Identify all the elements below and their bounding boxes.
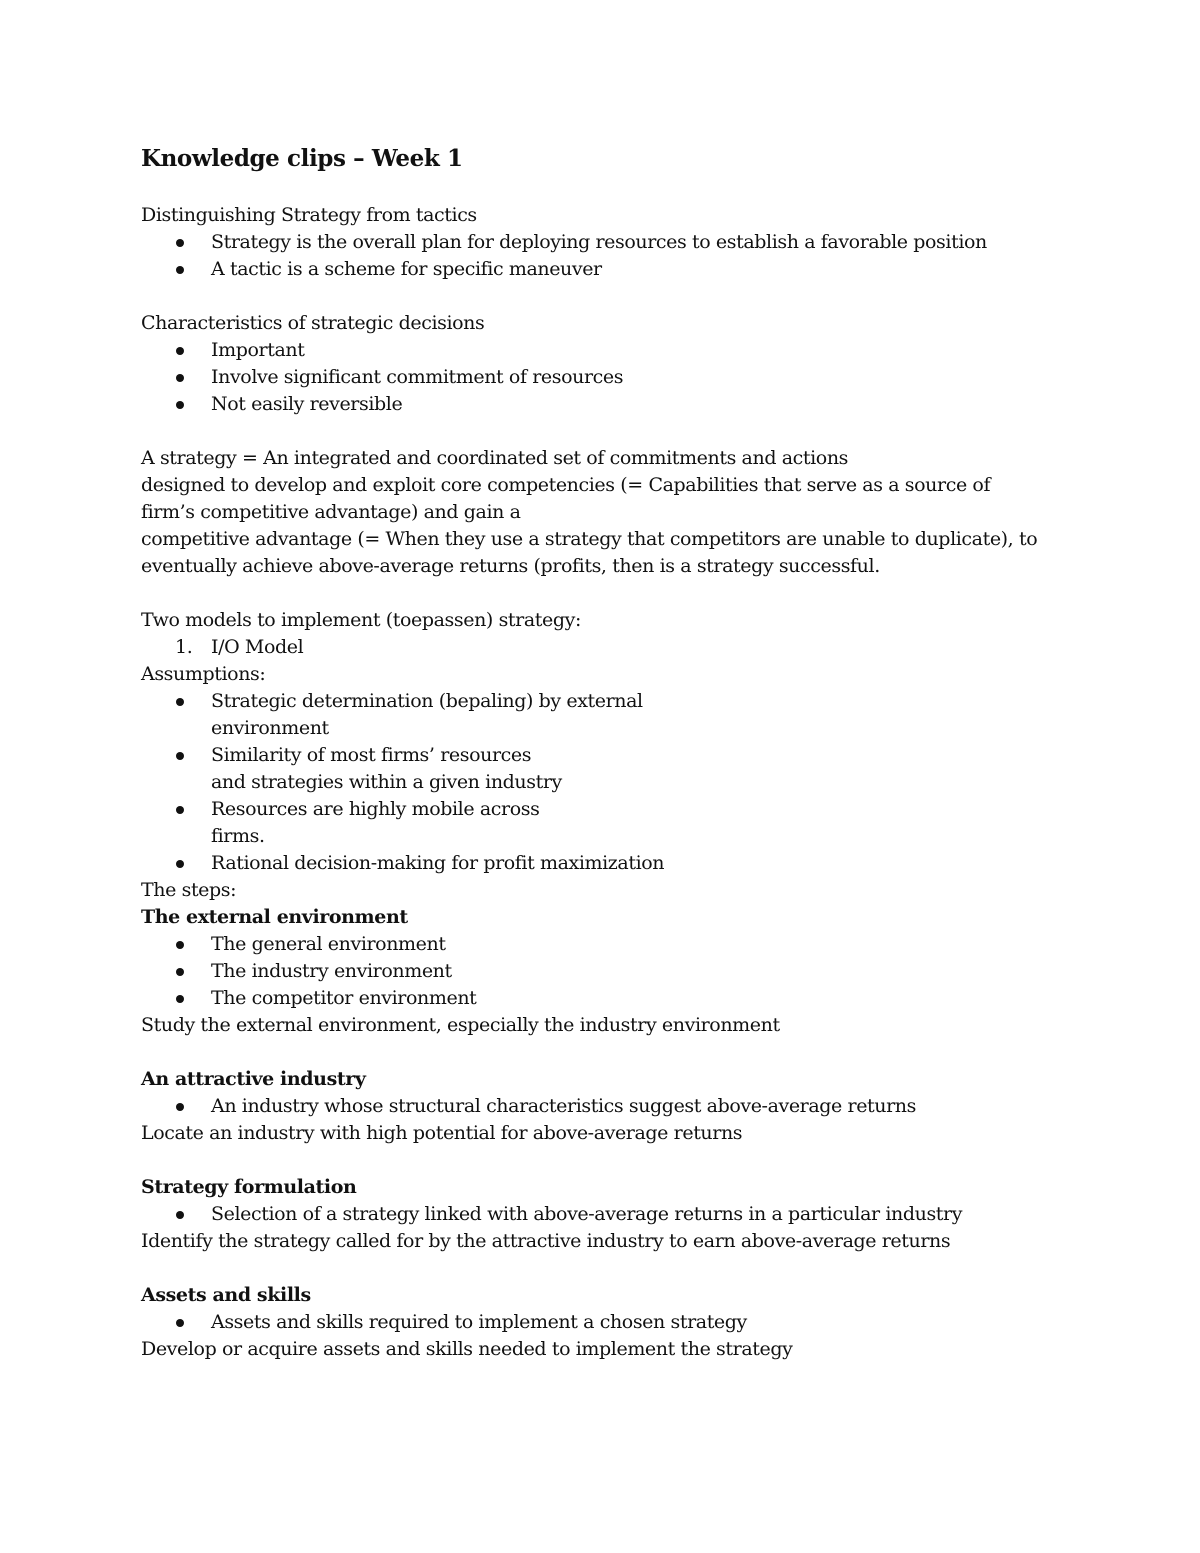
list-item-line: Strategic determination (bepaling) by external [211,690,643,712]
strategy-formulation-summary: Identify the strategy called for by the attractive industry to earn above-average returns [141,1230,951,1252]
section-heading-models: Two models to implement (toepassen) strategy: [141,609,581,631]
section-heading-characteristics: Characteristics of strategic decisions [141,312,485,334]
definition-line: designed to develop and exploit core competencies (= Capabilities that serve as a source of [141,474,991,496]
assets-skills-summary: Develop or acquire assets and skills needed to implement the strategy [141,1338,793,1360]
section-heading-strategy-tactics: Distinguishing Strategy from tactics [141,204,477,226]
list-item: Assets and skills required to implement a chosen strategy [141,1309,1101,1336]
list-item-line: Rational decision-making for profit maximization [211,852,665,874]
list-item: A tactic is a scheme for specific maneuver [141,256,1101,283]
external-environment-list [141,931,1101,1012]
list-item [141,688,1101,742]
characteristics-list [141,337,1101,418]
list-item-line: and strategies within a given industry [211,771,562,793]
spacer [141,1255,1101,1282]
definition-line: A strategy = An integrated and coordinated set of commitments and actions [141,447,849,469]
steps-label: The steps: [141,879,237,901]
list-item: An industry whose structural characteristics suggest above-average returns [141,1093,1101,1120]
list-item [141,634,1101,661]
list-item: The competitor environment [141,985,1101,1012]
list-item: Not easily reversible [141,391,1101,418]
spacer [141,1039,1101,1066]
definition-line: firm’s competitive advantage) and gain a [141,501,521,523]
section-heading-attractive-industry: An attractive industry [141,1068,366,1090]
section-heading-external-environment: The external environment [141,906,408,928]
list-item: Important [141,337,1101,364]
attractive-industry-list [141,1093,1101,1120]
list-item-line: environment [211,717,329,739]
attractive-industry-summary: Locate an industry with high potential for above-average returns [141,1122,743,1144]
models-list [141,634,1101,661]
strategy-definition [141,445,1101,580]
list-item-label: I/O Model [211,636,304,658]
list-item [141,850,1101,877]
list-item: The industry environment [141,958,1101,985]
spacer [141,1147,1101,1174]
section-heading-strategy-formulation: Strategy formulation [141,1176,357,1198]
list-item: Involve significant commitment of resources [141,364,1101,391]
assets-skills-list [141,1309,1101,1336]
spacer [141,580,1101,607]
list-item: The general environment [141,931,1101,958]
list-item: Strategy is the overall plan for deploying resources to establish a favorable position [141,229,1101,256]
list-item-line: firms. [211,825,265,847]
list-item-line: Resources are highly mobile across [211,798,540,820]
spacer [141,283,1101,310]
list-item [141,796,1101,850]
section-heading-assets-skills: Assets and skills [141,1284,311,1306]
list-item: Selection of a strategy linked with above-average returns in a particular industry [141,1201,1101,1228]
strategy-formulation-list [141,1201,1101,1228]
external-environment-summary: Study the external environment, especially the industry environment [141,1014,780,1036]
assumptions-list [141,688,1101,877]
list-item-line: Similarity of most firms’ resources [211,744,532,766]
list-number: 1. [175,636,193,658]
page-title: Knowledge clips – Week 1 [141,145,463,172]
list-item [141,742,1101,796]
assumptions-label: Assumptions: [141,663,266,685]
spacer [141,418,1101,445]
document-body [141,143,1101,1363]
definition-line: competitive advantage (= When they use a strategy that competitors are unable to duplicate), to [141,528,1038,550]
strategy-tactics-list [141,229,1101,283]
definition-line: eventually achieve above-average returns (profits, then is a strategy successful. [141,555,880,577]
